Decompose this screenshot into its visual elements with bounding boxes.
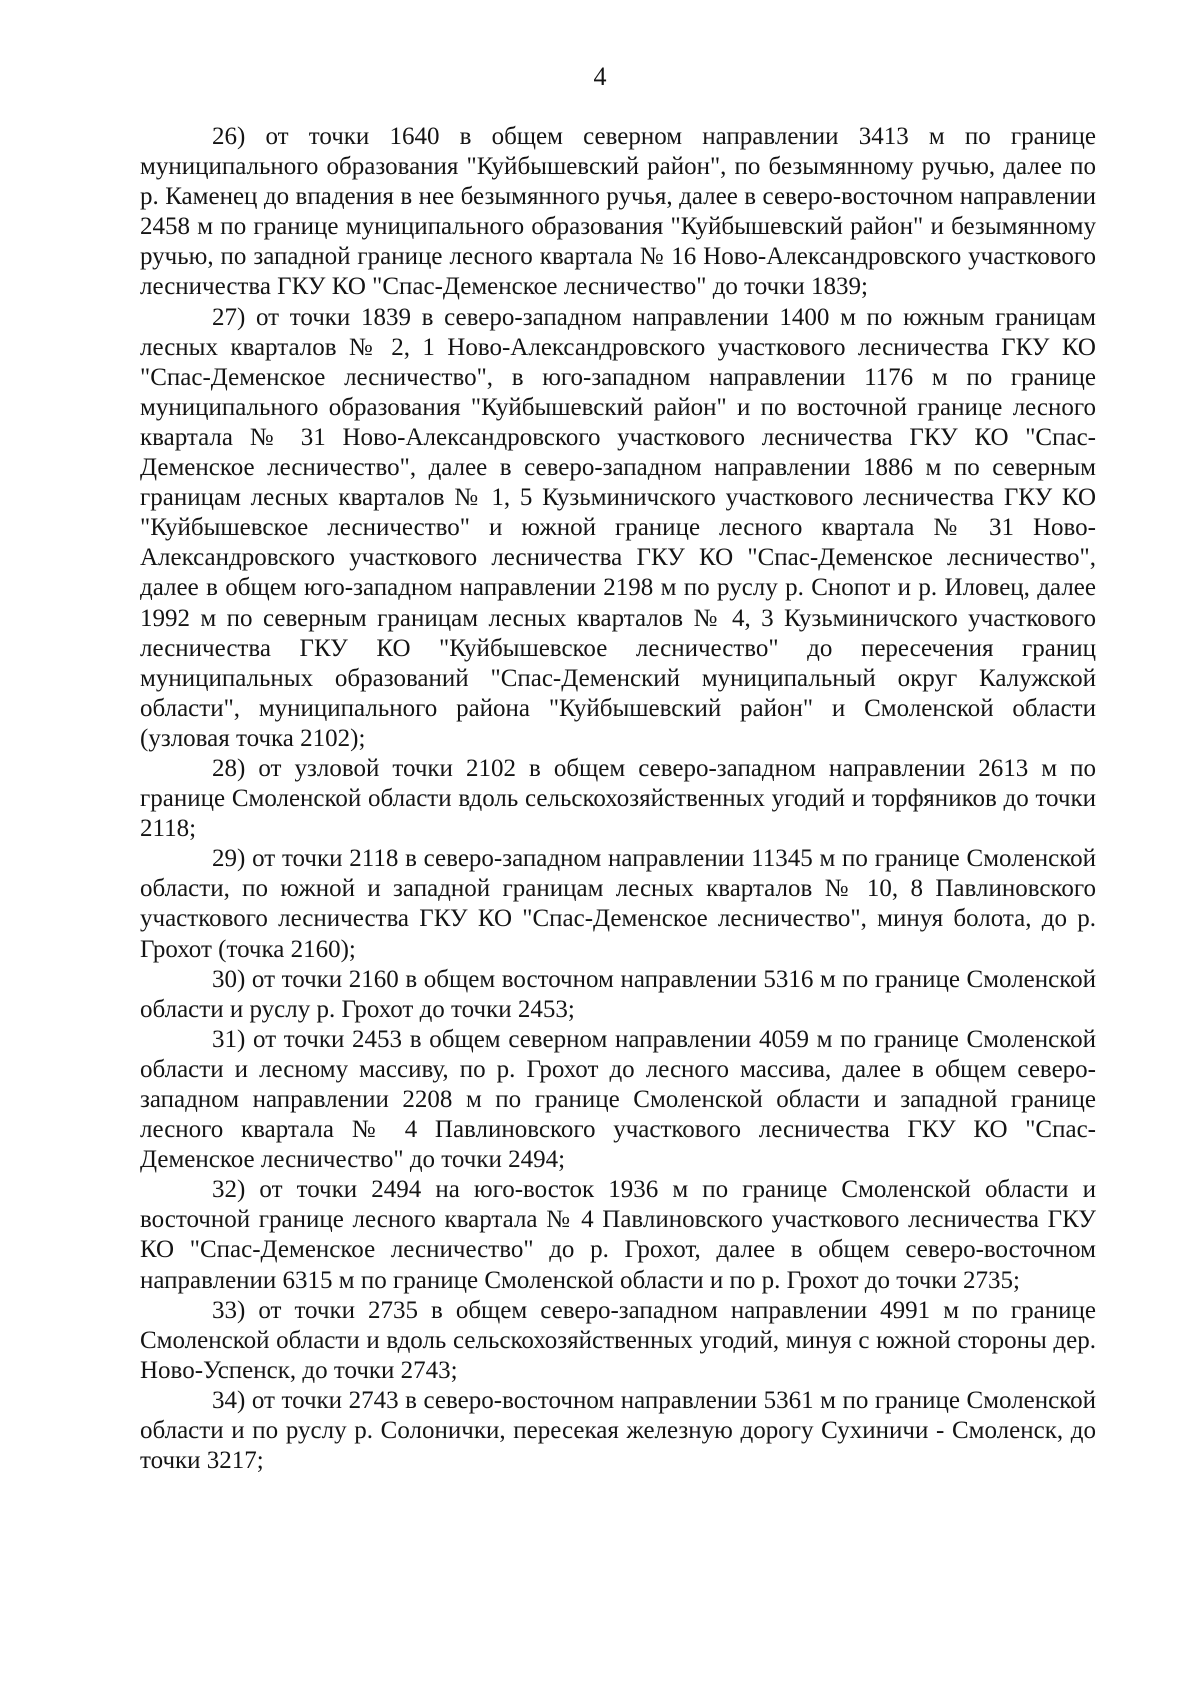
paragraph-34: 34) от точки 2743 в северо-восточном направлении 5361 м по границе Смоленской области и по руслу р. Солонички, пересекая железную дорогу Сухиничи - Смоленск, до точки 3217; xyxy=(140,1386,1096,1475)
paragraph-33: 33) от точки 2735 в общем северо-западном направлении 4991 м по границе Смоленской области и вдоль сельскохозяйственных угодий, минуя с южной стороны дер. Ново-Успенск, до точки 2743; xyxy=(140,1296,1096,1384)
paragraph-30: 30) от точки 2160 в общем восточном направлении 5316 м по границе Смоленской области и руслу р. Грохот до точки 2453; xyxy=(140,965,1096,1023)
paragraph-28: 28) от узловой точки 2102 в общем северо-западном направлении 2613 м по границе Смоленской области вдоль сельскохозяйственных угодий и торфяников до точки 2118; xyxy=(140,754,1096,843)
paragraph-31: 31) от точки 2453 в общем северном направлении 4059 м по границе Смоленской области и лесному массиву, по р. Грохот до лесного массива, далее в общем северо-западном направлении 2208 м по границе Смоленской области и западной границе лесного квартала № 4 Павлиновского участкового лесничества ГКУ КО "Спас-Деменское лесничество" до точки 2494; xyxy=(140,1025,1096,1174)
document-body xyxy=(140,122,1096,1476)
page-number: 4 xyxy=(593,62,607,91)
paragraph-29: 29) от точки 2118 в северо-западном направлении 11345 м по границе Смоленской области, по южной и западной границам лесных кварталов № 10, 8 Павлиновского участкового лесничества ГКУ КО "Спас-Деменское лесничество", минуя болота, до р. Грохот (точка 2160); xyxy=(140,845,1096,963)
paragraph-27: 27) от точки 1839 в северо-западном направлении 1400 м по южным границам лесных кварталов № 2, 1 Ново-Александровского участкового лесничества ГКУ КО "Спас-Деменское лесничество", в юго-западном направлении 1176 м по границе муниципального образования "Куйбышевский район" и по восточной границе лесного квартала № 31 Ново-Александровского участкового лесничества ГКУ КО "Спас-Деменское лесничество", далее в северо-западном направлении 1886 м по северным границам лесных кварталов № 1, 5 Кузьминичского участкового лесничества ГКУ КО "Куйбышевское лесничество" и южной границе лесного квартала № 31 Ново-Александровского участкового лесничества ГКУ КО "Спас-Деменское лесничество", далее в общем юго-западном направлении 2198 м по руслу р. Снопот и р. Иловец, далее 1992 м по северным границам лесных кварталов № 4, 3 Кузьминичского участкового лесничества ГКУ КО "Куйбышевское лесничество" до пересечения границ муниципальных образований "Спас-Деменский муниципальный округ Калужской области", муниципального района "Куйбышевский район" и Смоленской области (узловая точка 2102); xyxy=(140,303,1096,752)
paragraph-32: 32) от точки 2494 на юго-восток 1936 м по границе Смоленской области и восточной границе лесного квартала № 4 Павлиновского участкового лесничества ГКУ КО "Спас-Деменское лесничество" до р. Грохот, далее в общем северо-восточном направлении 6315 м по границе Смоленской области и по р. Грохот до точки 2735; xyxy=(140,1176,1096,1294)
paragraph-26: 26) от точки 1640 в общем северном направлении 3413 м по границе муниципального образования "Куйбышевский район", по безымянному ручью, далее по р. Каменец до впадения в нее безымянного ручья, далее в северо-восточном направлении 2458 м по границе муниципального образования "Куйбышевский район" и безымянному ручью, по западной границе лесного квартала № 16 Ново-Александровского участкового лесничества ГКУ КО "Спас-Деменское лесничество" до точки 1839; xyxy=(140,123,1096,301)
